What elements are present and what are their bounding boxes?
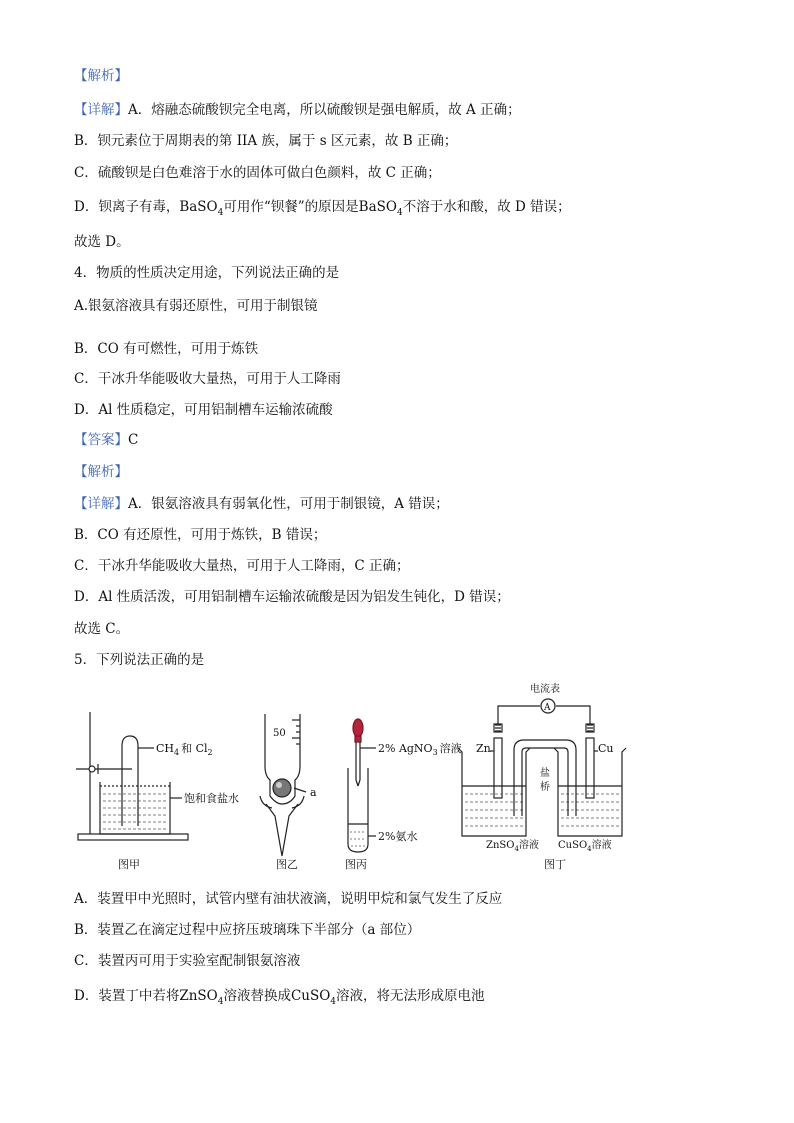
fig-ding-zn: Zn (476, 742, 491, 755)
baso4-formula: BaSO (179, 199, 218, 215)
subscript: 4 (330, 997, 337, 1007)
baso4-formula: BaSO (358, 199, 397, 215)
q4-detail-b: B．CO 有还原性，可用于炼铁，B 错误； (74, 527, 327, 543)
q3-d-pre: D．钡离子有毒， (74, 199, 180, 215)
q3-detail-d (74, 197, 571, 219)
fig-yi-caption: 图乙 (276, 858, 298, 871)
znso4-formula: ZnSO (179, 988, 218, 1004)
subscript: 4 (396, 208, 403, 218)
fig-ding-right-solution: CuSO$_4$溶液 (558, 840, 612, 853)
q5-apparatus-figure (70, 676, 630, 876)
q3-d-mid: 可用作“钡餐”的原因是 (223, 199, 359, 215)
ammeter-symbol: A (544, 703, 551, 713)
q3-analysis-tag: 【解析】 (74, 68, 128, 84)
q5-option-b: B．装置乙在滴定过程中应挤压玻璃珠下半部分（a 部位） (74, 922, 421, 938)
answer-tag: 【答案】 (74, 432, 128, 448)
q4-detail-d: D．Al 性质活泼，可用铝制槽车运输浓硫酸是因为铝发生钝化，D 错误； (74, 589, 510, 605)
q3-detail-b: B．钡元素位于周期表的第 IIA 族，属于 s 区元素，故 B 正确； (74, 133, 458, 149)
q4-analysis-tag: 【解析】 (74, 464, 128, 480)
q5-option-c: C．装置丙可用于实验室配制银氨溶液 (74, 953, 301, 969)
fig-jia-caption: 图甲 (118, 858, 140, 871)
q5-d-mid: 溶液替换成 (223, 988, 291, 1004)
q5-option-a: A．装置甲中光照时，试管内壁有油状液滴，说明甲烷和氯气发生了反应 (74, 891, 503, 907)
fig-bing (348, 719, 376, 852)
q4-conclusion: 故选 C。 (74, 621, 130, 637)
q3-d-post: 不溶于水和酸，故 D 错误； (402, 199, 571, 215)
fig-bing-caption: 图丙 (345, 858, 367, 871)
q3-conclusion: 故选 D。 (74, 234, 130, 250)
fig-jia (76, 712, 188, 840)
fig-ding-caption: 图丁 (544, 858, 566, 871)
subscript: 4 (217, 208, 224, 218)
q4-option-c: C．干冰升华能吸收大量热，可用于人工降雨 (74, 371, 341, 387)
q3-detail-a (74, 100, 521, 120)
q3-detail-tag: 【详解】 (74, 102, 128, 118)
q4-detail-a (74, 494, 449, 514)
q4-answer (74, 430, 138, 450)
fig-bing-top-label: 2% AgNO$_3$ 溶液 (378, 742, 462, 757)
q4-option-a: A.银氨溶液具有弱还原性，可用于制银镜 (74, 298, 318, 314)
q4-option-d: D．Al 性质稳定，可用铝制槽车运输浓硫酸 (74, 402, 333, 418)
q5-stem: 5．下列说法正确的是 (74, 652, 205, 668)
q4-ex-a: A．银氨溶液具有弱氧化性，可用于制银镜，A 错误； (128, 496, 449, 512)
fig-jia-liquid-label: 饱和食盐水 (184, 792, 239, 805)
q4-detail-tag: 【详解】 (74, 496, 128, 512)
fig-ding-cu: Cu (598, 742, 614, 755)
fig-jia-gas-label: $CH_4$ 和 $Cl_2$ (156, 742, 213, 757)
salt-bridge-char2: 桥 (540, 782, 550, 793)
q4-stem: 4．物质的性质决定用途，下列说法正确的是 (74, 265, 340, 281)
fig-yi-scale-mark: 50 (273, 728, 286, 739)
q3-detail-c: C．硫酸钡是白色难溶于水的固体可做白色颜料，故 C 正确； (74, 165, 441, 181)
fig-ding-meter-label: 电流表 (530, 684, 560, 695)
apparatus-diagram (70, 676, 630, 876)
q4-detail-c: C．干冰升华能吸收大量热，可用于人工降雨，C 正确； (74, 558, 410, 574)
fig-yi-part-a: a (310, 786, 317, 799)
salt-bridge-char1: 盐 (540, 768, 550, 779)
q5-d-pre: D．装置丁中若将 (74, 988, 180, 1004)
subscript: 4 (217, 997, 224, 1007)
fig-ding-left-solution: ZnSO$_4$溶液 (486, 840, 539, 853)
q3-a-text: A．熔融态硫酸钡完全电离，所以硫酸钡是强电解质，故 A 正确； (128, 102, 521, 118)
answer-value: C (128, 432, 139, 448)
cuso4-formula: CuSO (290, 988, 331, 1004)
q5-option-d (74, 986, 485, 1008)
fig-bing-bottom-label: 2%氨水 (378, 830, 418, 843)
q4-option-b: B．CO 有可燃性，可用于炼铁 (74, 341, 259, 357)
q5-d-post: 溶液，将无法形成原电池 (336, 988, 485, 1004)
